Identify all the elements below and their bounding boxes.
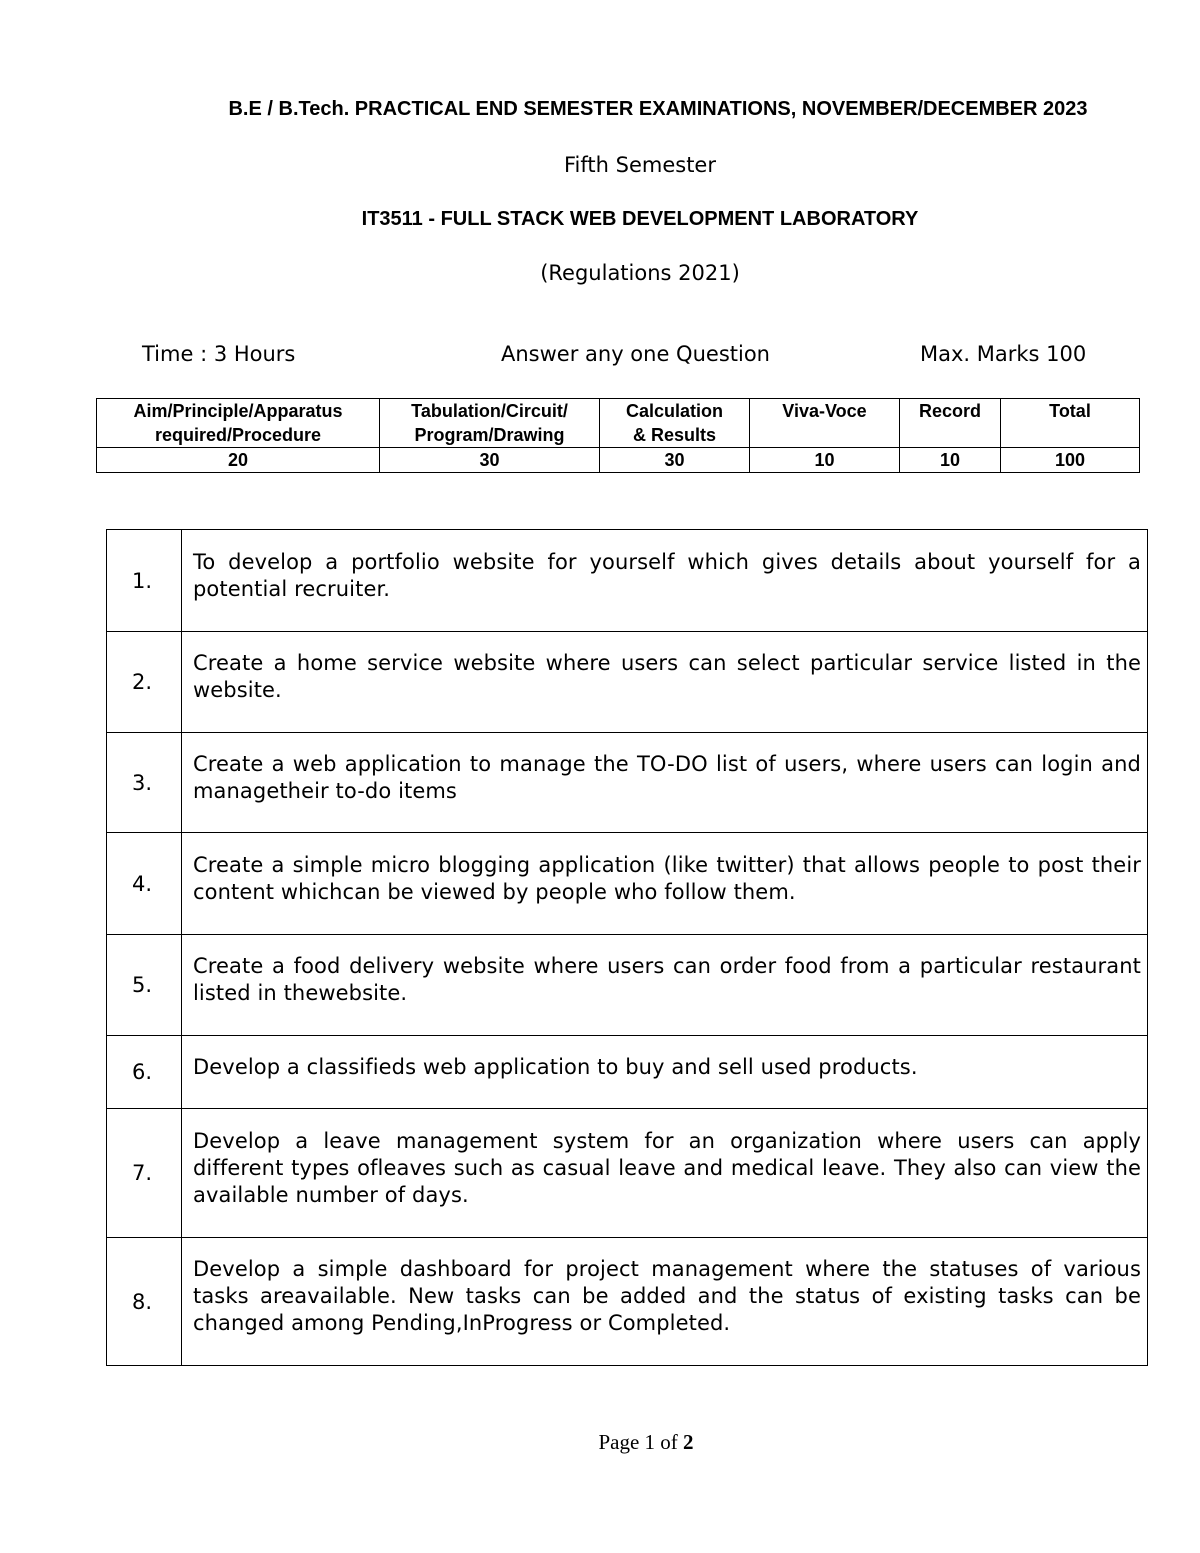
semester-label: Fifth Semester xyxy=(564,153,716,177)
page-total: 2 xyxy=(683,1430,694,1454)
marks-value-cell: 100 xyxy=(1001,448,1140,473)
question-text: Create a food delivery website where users can order food from a particular restaurant listed in thewebsite. xyxy=(182,935,1148,1036)
question-number: 7. xyxy=(107,1109,182,1238)
regulations-label: (Regulations 2021) xyxy=(540,261,740,285)
marks-value-cell: 20 xyxy=(97,448,380,473)
marks-header-cell: Aim/Principle/Apparatus required/Procedure xyxy=(97,399,380,448)
marks-header-row xyxy=(97,399,1140,448)
page-indicator-prefix: Page 1 of xyxy=(598,1430,684,1454)
question-number: 4. xyxy=(107,833,182,935)
question-number: 5. xyxy=(107,935,182,1036)
question-number: 1. xyxy=(107,530,182,632)
question-text: Create a web application to manage the TO-DO list of users, where users can login and managetheir to-do items xyxy=(182,733,1148,833)
question-text: Develop a leave management system for an organization where users can apply different types ofleaves such as casual leave and medical leave. They also can view the available number of days. xyxy=(182,1109,1148,1238)
question-row xyxy=(107,833,1148,935)
marks-header-cell: Viva-Voce xyxy=(750,399,900,448)
question-row xyxy=(107,1109,1148,1238)
question-text: Create a simple micro blogging application (like twitter) that allows people to post their content whichcan be viewed by people who follow them. xyxy=(182,833,1148,935)
question-row xyxy=(107,733,1148,833)
question-row xyxy=(107,1238,1148,1366)
exam-duration: Time : 3 Hours xyxy=(142,342,296,366)
marks-header-cell: Tabulation/Circuit/ Program/Drawing xyxy=(380,399,600,448)
marks-header-cell: Calculation & Results xyxy=(600,399,750,448)
question-text: To develop a portfolio website for yourself which gives details about yourself for a potential recruiter. xyxy=(182,530,1148,632)
marks-values-row xyxy=(97,448,1140,473)
question-row xyxy=(107,1036,1148,1109)
marks-value-cell: 10 xyxy=(900,448,1001,473)
question-number: 2. xyxy=(107,632,182,733)
question-table xyxy=(106,529,1148,1366)
course-title: IT3511 - FULL STACK WEB DEVELOPMENT LABORATORY xyxy=(361,208,919,230)
exam-title: B.E / B.Tech. PRACTICAL END SEMESTER EXAMINATIONS, NOVEMBER/DECEMBER 2023 xyxy=(228,98,1088,120)
question-row xyxy=(107,935,1148,1036)
exam-instruction: Answer any one Question xyxy=(501,342,770,366)
question-number: 6. xyxy=(107,1036,182,1109)
question-row xyxy=(107,530,1148,632)
marks-distribution-table xyxy=(96,398,1140,473)
question-row xyxy=(107,632,1148,733)
marks-header-cell: Total xyxy=(1001,399,1140,448)
marks-value-cell: 30 xyxy=(600,448,750,473)
question-text: Create a home service website where users can select particular service listed in the website. xyxy=(182,632,1148,733)
marks-header-cell: Record xyxy=(900,399,1001,448)
question-text: Develop a classifieds web application to buy and sell used products. xyxy=(182,1036,1148,1109)
max-marks: Max. Marks 100 xyxy=(920,342,1087,366)
question-number: 8. xyxy=(107,1238,182,1366)
marks-value-cell: 10 xyxy=(750,448,900,473)
question-text: Develop a simple dashboard for project management where the statuses of various tasks areavailable. New tasks can be added and the status of existing tasks can be changed among Pending,InProgress or Completed. xyxy=(182,1238,1148,1366)
page-footer xyxy=(0,1430,1200,1455)
question-number: 3. xyxy=(107,733,182,833)
marks-value-cell: 30 xyxy=(380,448,600,473)
